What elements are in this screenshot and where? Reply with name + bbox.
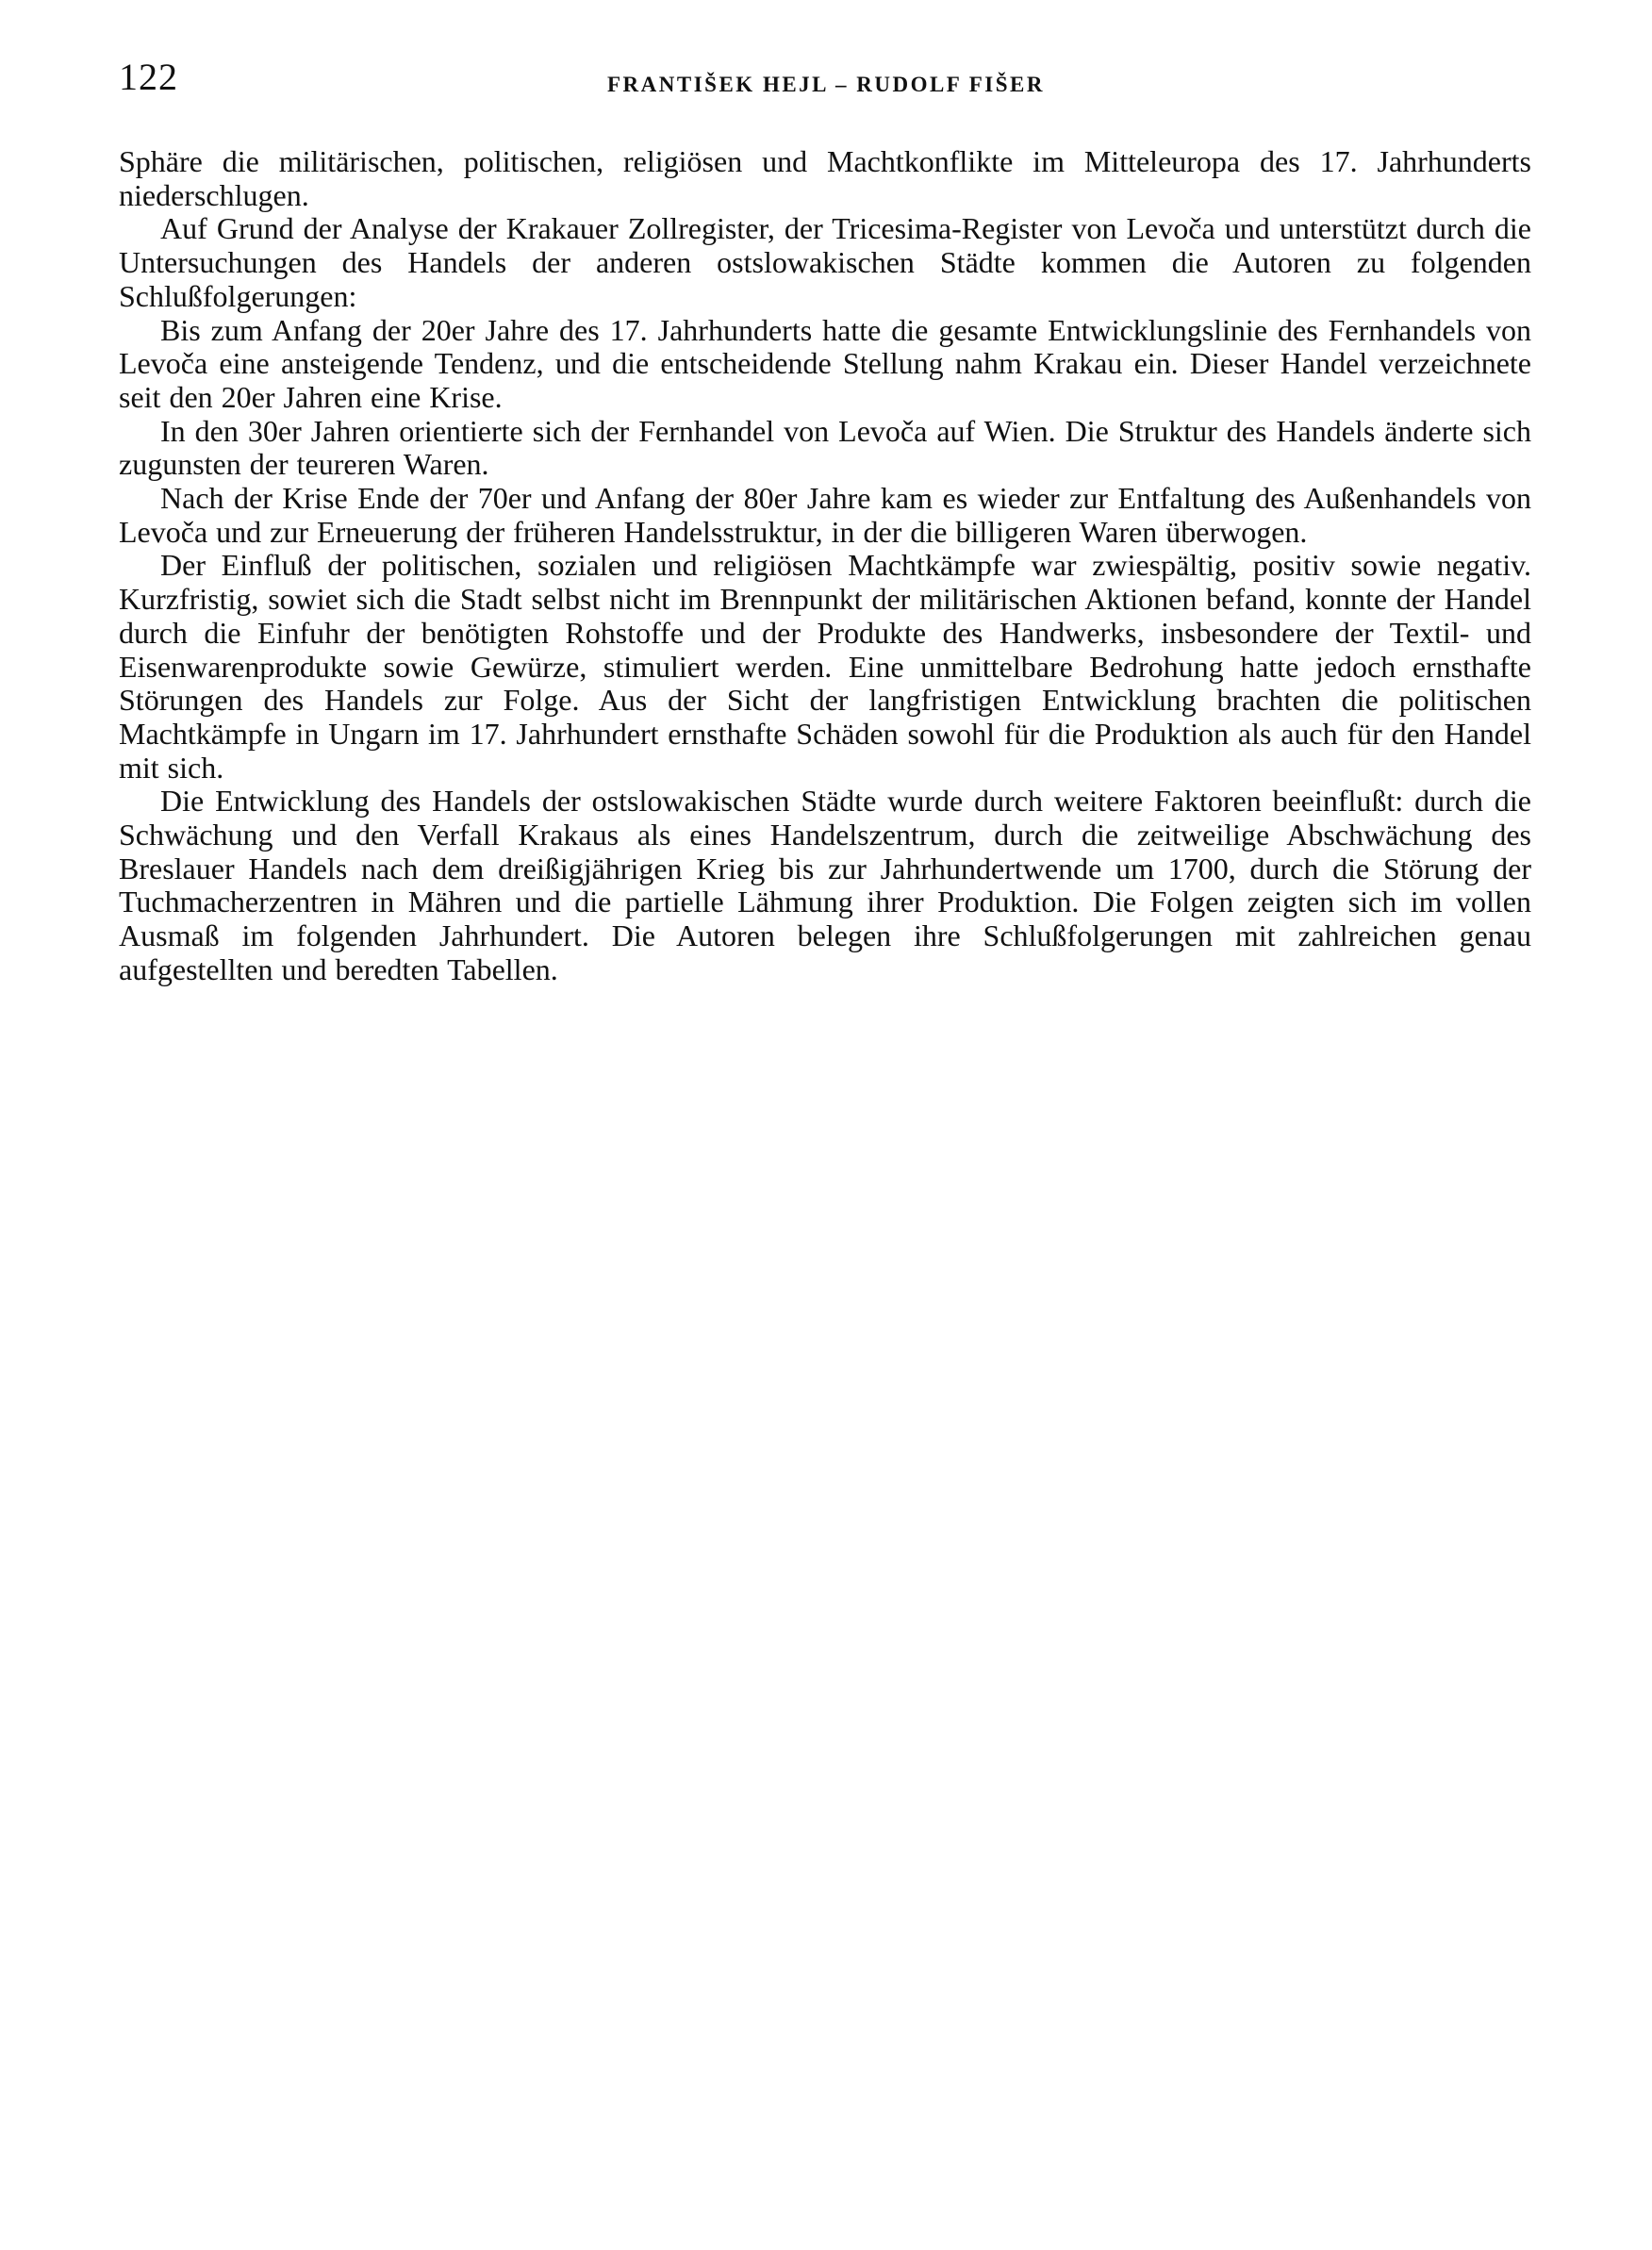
body-text [119,145,1531,987]
page-number: 122 [119,56,178,98]
paragraph: Der Einfluß der politischen, sozialen und religiösen Machtkämpfe war zwiespältig, positiv sowie negativ. Kurzfristig, sowiet sich die Stadt selbst nicht im Brennpunkt der militärischen Aktionen befand, konnte der Handel durch die Einfuhr der benötigten Rohstoffe und der Produkte des Handwerks, insbesondere der Textil- und Eisenwarenprodukte sowie Gewürze, stimuliert werden. Eine unmittelbare Bedrohung hatte jedoch ernsthafte Störungen des Handels zur Folge. Aus der Sicht der langfristigen Entwicklung brachten die politischen Machtkämpfe in Ungarn im 17. Jahrhundert ernsthafte Schäden sowohl für die Produktion als auch für den Handel mit sich. [119,548,1531,785]
paragraph-continued: Sphäre die militärischen, politischen, religiösen und Machtkonflikte im Mitteleuropa des 17. Jahrhunderts niederschlugen. [119,144,1531,212]
paragraph: Bis zum Anfang der 20er Jahre des 17. Jahrhunderts hatte die gesamte Entwicklungslinie des Fernhandels von Levoča eine ansteigende Tendenz, und die entscheidende Stellung nahm Krakau ein. Dieser Handel verzeichnete seit den 20er Jahren eine Krise. [119,312,1531,414]
paragraph: In den 30er Jahren orientierte sich der Fernhandel von Levoča auf Wien. Die Struktur des Handels änderte sich zugunsten der teureren Waren. [119,413,1531,482]
paragraph: Nach der Krise Ende der 70er und Anfang der 80er Jahre kam es wieder zur Entfaltung des Außenhandels von Levoča und zur Erneuerung der früheren Handelsstruktur, in der die billigeren Waren überwogen. [119,481,1531,549]
paragraph: Die Entwicklung des Handels der ostslowakischen Städte wurde durch weitere Faktoren beeinflußt: durch die Schwächung und den Verfall Krakaus als eines Handelszentrum, durch die zeitweilige Abschwächung des Breslauer Handels nach dem dreißigjährigen Krieg bis zur Jahrhundertwende um 1700, durch die Störung der Tuchmacherzentren in Mähren und die partielle Lähmung ihrer Produktion. Die Folgen zeigten sich im vollen Ausmaß im folgenden Jahrhundert. Die Autoren belegen ihre Schlußfolgerungen mit zahlreichen genau aufgestellten und beredten Tabellen. [119,784,1531,986]
running-head: FRANTIŠEK HEJL – RUDOLF FIŠER [607,73,1045,96]
paragraph: Auf Grund der Analyse der Krakauer Zollregister, der Tricesima-Register von Levoča und unterstützt durch die Untersuchungen des Handels der anderen ostslowakischen Städte kommen die Autoren zu folgenden Schlußfolgerungen: [119,211,1531,313]
